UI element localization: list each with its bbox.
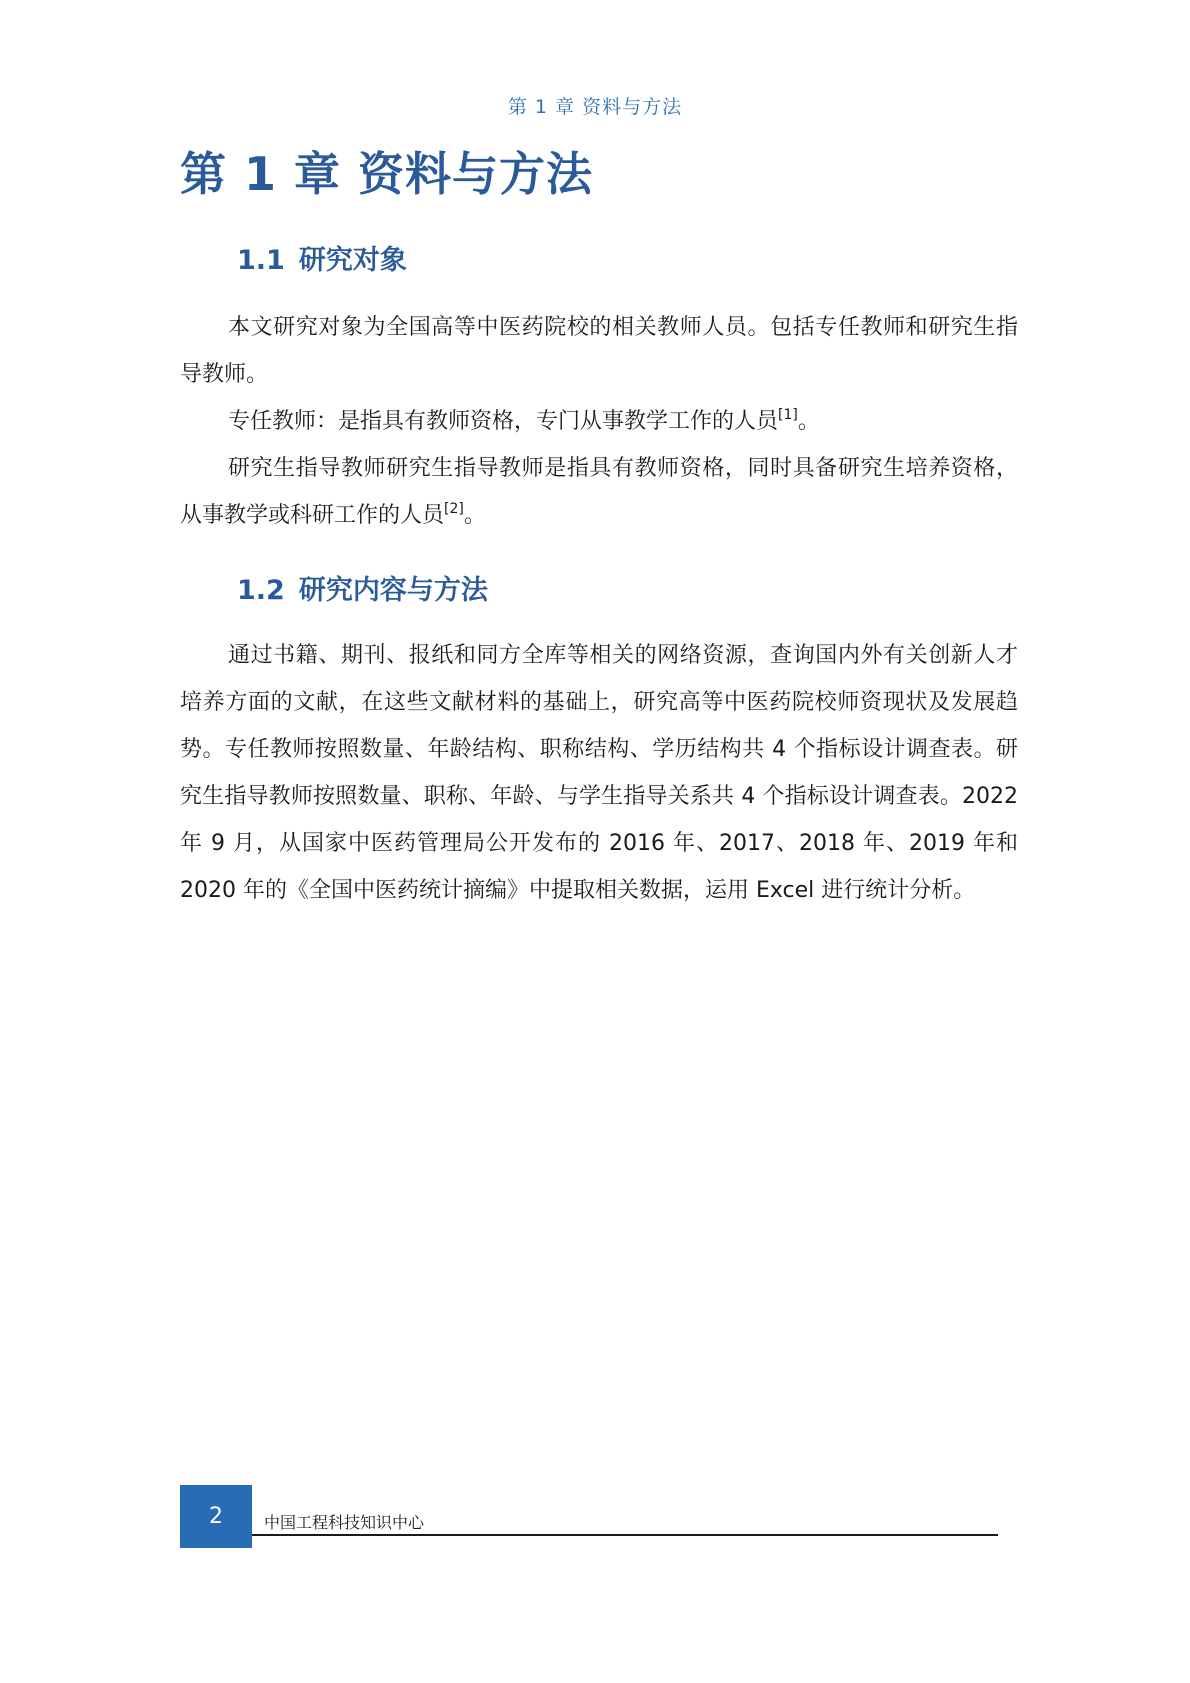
paragraph [180,445,1018,539]
section-title: 研究对象 [298,245,407,276]
section-number: 1.1 [237,245,285,276]
section-heading-1-2 [237,568,488,607]
paragraph [180,304,1018,398]
page-number: 2 [209,1504,223,1529]
paragraph-text: 通过书籍、期刊、报纸和同方全库等相关的网络资源，查询国内外有关创新人才培养方面的文献，在这些文献材料的基础上，研究高等中医药院校师资现状及发展趋势。专任教师按照数量、年龄结构、职称结构、学历结构共 4 个指标设计调查表。研究生指导教师按照数量、职称、年龄、与学生指导关系共 4 个指标设计调查表。2022 年 9 月，从国家中医药管理局公开发布的 2016 年、2017、2018 年、2019 年和 2020 年的《全国中医药统计摘编》中提取相关数据，运用 Excel 进行统计分析。 [180,643,1018,903]
paragraph-tail: 。 [797,409,820,434]
paragraph [180,632,1018,914]
chapter-title: 第 1 章 资料与方法 [180,147,594,201]
footer-organization: 中国工程科技知识中心 [264,1513,425,1532]
section-1-1-body [180,304,1018,539]
paragraph-tail: 。 [463,503,486,528]
paragraph [180,398,1018,445]
footer-divider [252,1534,998,1536]
section-number: 1.2 [237,575,285,606]
citation-ref[interactable]: [1] [778,407,798,423]
section-title: 研究内容与方法 [298,575,488,606]
paragraph-text: 研究生指导教师研究生指导教师是指具有教师资格，同时具备研究生培养资格，从事教学或科研工作的人员 [180,456,1018,528]
page-number-box [180,1485,252,1548]
paragraph-text: 专任教师：是指具有教师资格，专门从事教学工作的人员 [228,409,779,434]
paragraph-text: 本文研究对象为全国高等中医药院校的相关教师人员。包括专任教师和研究生指导教师。 [180,315,1018,387]
section-heading-1-1 [237,238,407,277]
running-header: 第 1 章 资料与方法 [507,96,683,118]
citation-ref[interactable]: [2] [444,501,464,517]
section-1-2-body [180,632,1018,914]
